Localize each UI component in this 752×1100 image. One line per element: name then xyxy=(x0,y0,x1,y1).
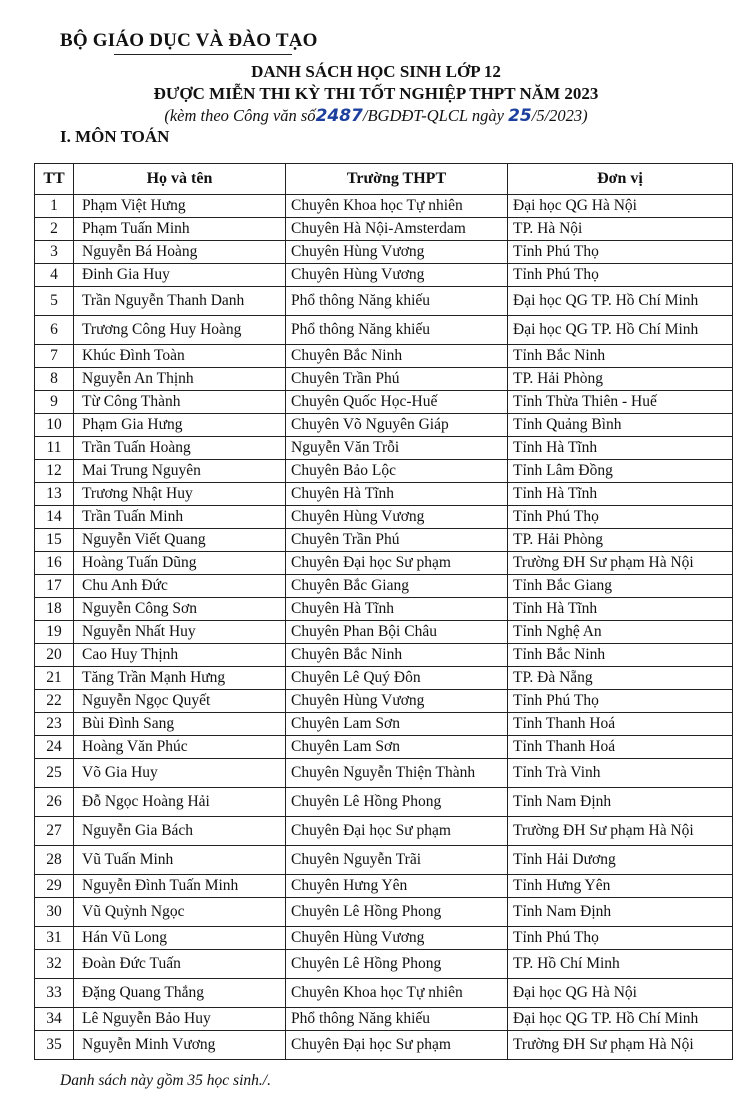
table-row xyxy=(35,759,733,788)
cell-unit: Đại học QG Hà Nội xyxy=(508,195,733,218)
cell-name: Chu Anh Đức xyxy=(74,575,286,598)
reference-middle: /BGDĐT-QLCL ngày xyxy=(362,106,504,125)
cell-unit: Tỉnh Nam Định xyxy=(508,898,733,927)
cell-name: Hoàng Tuấn Dũng xyxy=(74,552,286,575)
cell-tt: 21 xyxy=(35,667,74,690)
cell-school: Chuyên Lam Sơn xyxy=(286,713,508,736)
cell-school: Chuyên Trần Phú xyxy=(286,368,508,391)
cell-unit: Tỉnh Phú Thọ xyxy=(508,506,733,529)
table-row xyxy=(35,690,733,713)
table-row xyxy=(35,1031,733,1060)
cell-name: Vũ Quỳnh Ngọc xyxy=(74,898,286,927)
cell-unit: Tỉnh Hà Tĩnh xyxy=(508,483,733,506)
cell-school: Chuyên Võ Nguyên Giáp xyxy=(286,414,508,437)
cell-name: Phạm Gia Hưng xyxy=(74,414,286,437)
cell-name: Trương Nhật Huy xyxy=(74,483,286,506)
cell-school: Chuyên Nguyễn Trãi xyxy=(286,846,508,875)
cell-school: Chuyên Bắc Ninh xyxy=(286,644,508,667)
cell-name: Đoàn Đức Tuấn xyxy=(74,950,286,979)
table-row xyxy=(35,414,733,437)
cell-school: Chuyên Lê Hồng Phong xyxy=(286,898,508,927)
cell-name: Nguyễn Đình Tuấn Minh xyxy=(74,875,286,898)
column-header-unit: Đơn vị xyxy=(508,164,733,195)
table-row xyxy=(35,391,733,414)
cell-tt: 14 xyxy=(35,506,74,529)
cell-school: Chuyên Hùng Vương xyxy=(286,690,508,713)
cell-school: Chuyên Khoa học Tự nhiên xyxy=(286,979,508,1008)
table-row xyxy=(35,644,733,667)
cell-name: Hoàng Văn Phúc xyxy=(74,736,286,759)
cell-tt: 25 xyxy=(35,759,74,788)
cell-unit: Tỉnh Bắc Giang xyxy=(508,575,733,598)
cell-unit: TP. Đà Nẵng xyxy=(508,667,733,690)
cell-school: Chuyên Bắc Giang xyxy=(286,575,508,598)
cell-unit: Tỉnh Phú Thọ xyxy=(508,690,733,713)
cell-school: Chuyên Hà Tĩnh xyxy=(286,483,508,506)
cell-tt: 34 xyxy=(35,1008,74,1031)
cell-name: Đặng Quang Thắng xyxy=(74,979,286,1008)
cell-name: Nguyễn Viết Quang xyxy=(74,529,286,552)
cell-name: Nguyễn Công Sơn xyxy=(74,598,286,621)
cell-tt: 6 xyxy=(35,316,74,345)
ministry-name: BỘ GIÁO DỤC VÀ ĐÀO TẠO xyxy=(60,30,318,51)
cell-name: Cao Huy Thịnh xyxy=(74,644,286,667)
cell-unit: Đại học QG TP. Hồ Chí Minh xyxy=(508,287,733,316)
cell-name: Nguyễn Gia Bách xyxy=(74,817,286,846)
document-title-line1: DANH SÁCH HỌC SINH LỚP 12 xyxy=(251,62,501,81)
table-row xyxy=(35,598,733,621)
table-row xyxy=(35,979,733,1008)
table-row xyxy=(35,368,733,391)
cell-unit: Tỉnh Hà Tĩnh xyxy=(508,598,733,621)
cell-unit: Đại học QG TP. Hồ Chí Minh xyxy=(508,316,733,345)
table-row xyxy=(35,713,733,736)
cell-unit: Tỉnh Nghệ An xyxy=(508,621,733,644)
cell-school: Chuyên Lê Hồng Phong xyxy=(286,950,508,979)
reference-number-handwritten: 2487 xyxy=(315,106,363,126)
cell-name: Trần Tuấn Minh xyxy=(74,506,286,529)
column-header-name: Họ và tên xyxy=(74,164,286,195)
column-header-tt: TT xyxy=(35,164,74,195)
cell-name: Từ Công Thành xyxy=(74,391,286,414)
cell-name: Hán Vũ Long xyxy=(74,927,286,950)
table-row xyxy=(35,667,733,690)
cell-unit: Tỉnh Thừa Thiên - Huế xyxy=(508,391,733,414)
cell-name: Nguyễn Bá Hoàng xyxy=(74,241,286,264)
cell-name: Trần Tuấn Hoàng xyxy=(74,437,286,460)
cell-name: Đỗ Ngọc Hoàng Hải xyxy=(74,788,286,817)
table-row xyxy=(35,529,733,552)
cell-unit: TP. Hải Phòng xyxy=(508,529,733,552)
cell-school: Chuyên Hùng Vương xyxy=(286,506,508,529)
cell-school: Chuyên Đại học Sư phạm xyxy=(286,817,508,846)
cell-name: Vũ Tuấn Minh xyxy=(74,846,286,875)
table-row xyxy=(35,195,733,218)
section-title: I. MÔN TOÁN xyxy=(60,127,170,146)
table-row xyxy=(35,483,733,506)
table-row xyxy=(35,621,733,644)
cell-unit: TP. Hồ Chí Minh xyxy=(508,950,733,979)
cell-school: Chuyên Phan Bội Châu xyxy=(286,621,508,644)
cell-name: Trương Công Huy Hoàng xyxy=(74,316,286,345)
cell-school: Chuyên Đại học Sư phạm xyxy=(286,552,508,575)
cell-unit: Tỉnh Phú Thọ xyxy=(508,927,733,950)
cell-tt: 29 xyxy=(35,875,74,898)
table-row xyxy=(35,875,733,898)
reference-line xyxy=(0,106,752,126)
cell-school: Chuyên Hưng Yên xyxy=(286,875,508,898)
cell-unit: Tỉnh Bắc Ninh xyxy=(508,345,733,368)
cell-tt: 4 xyxy=(35,264,74,287)
cell-tt: 22 xyxy=(35,690,74,713)
table-row xyxy=(35,345,733,368)
cell-tt: 19 xyxy=(35,621,74,644)
table-row xyxy=(35,898,733,927)
table-body xyxy=(35,195,733,1060)
cell-tt: 20 xyxy=(35,644,74,667)
cell-unit: Đại học QG Hà Nội xyxy=(508,979,733,1008)
cell-tt: 26 xyxy=(35,788,74,817)
table-row xyxy=(35,264,733,287)
cell-school: Chuyên Trần Phú xyxy=(286,529,508,552)
table-header-row xyxy=(35,164,733,195)
cell-unit: Tỉnh Phú Thọ xyxy=(508,264,733,287)
cell-tt: 32 xyxy=(35,950,74,979)
cell-unit: TP. Hà Nội xyxy=(508,218,733,241)
cell-tt: 15 xyxy=(35,529,74,552)
table-row xyxy=(35,552,733,575)
cell-school: Phổ thông Năng khiếu xyxy=(286,1008,508,1031)
cell-tt: 1 xyxy=(35,195,74,218)
reference-day-handwritten: 25 xyxy=(508,106,532,126)
cell-name: Bùi Đình Sang xyxy=(74,713,286,736)
cell-unit: Tỉnh Nam Định xyxy=(508,788,733,817)
cell-tt: 11 xyxy=(35,437,74,460)
cell-school: Chuyên Nguyễn Thiện Thành xyxy=(286,759,508,788)
cell-school: Nguyễn Văn Trỗi xyxy=(286,437,508,460)
cell-unit: Trường ĐH Sư phạm Hà Nội xyxy=(508,552,733,575)
cell-unit: Tỉnh Thanh Hoá xyxy=(508,736,733,759)
cell-name: Phạm Tuấn Minh xyxy=(74,218,286,241)
table-row xyxy=(35,927,733,950)
cell-tt: 33 xyxy=(35,979,74,1008)
cell-name: Tăng Trần Mạnh Hưng xyxy=(74,667,286,690)
cell-tt: 31 xyxy=(35,927,74,950)
cell-unit: Tỉnh Hưng Yên xyxy=(508,875,733,898)
ministry-underline xyxy=(114,54,292,55)
cell-school: Phổ thông Năng khiếu xyxy=(286,287,508,316)
cell-school: Chuyên Khoa học Tự nhiên xyxy=(286,195,508,218)
table-row xyxy=(35,460,733,483)
cell-tt: 7 xyxy=(35,345,74,368)
cell-tt: 5 xyxy=(35,287,74,316)
cell-tt: 23 xyxy=(35,713,74,736)
footnote: Danh sách này gồm 35 học sinh./. xyxy=(60,1072,271,1089)
cell-name: Võ Gia Huy xyxy=(74,759,286,788)
cell-tt: 2 xyxy=(35,218,74,241)
cell-tt: 10 xyxy=(35,414,74,437)
cell-name: Lê Nguyễn Bảo Huy xyxy=(74,1008,286,1031)
cell-tt: 24 xyxy=(35,736,74,759)
table-row xyxy=(35,316,733,345)
cell-unit: Tỉnh Quảng Bình xyxy=(508,414,733,437)
table-row xyxy=(35,1008,733,1031)
column-header-school: Trường THPT xyxy=(286,164,508,195)
cell-unit: Trường ĐH Sư phạm Hà Nội xyxy=(508,817,733,846)
cell-unit: Tỉnh Trà Vinh xyxy=(508,759,733,788)
cell-name: Khúc Đình Toàn xyxy=(74,345,286,368)
cell-name: Mai Trung Nguyên xyxy=(74,460,286,483)
table-row xyxy=(35,506,733,529)
cell-name: Phạm Việt Hưng xyxy=(74,195,286,218)
cell-school: Chuyên Bảo Lộc xyxy=(286,460,508,483)
cell-name: Trần Nguyễn Thanh Danh xyxy=(74,287,286,316)
cell-tt: 30 xyxy=(35,898,74,927)
cell-unit: TP. Hải Phòng xyxy=(508,368,733,391)
cell-unit: Trường ĐH Sư phạm Hà Nội xyxy=(508,1031,733,1060)
cell-school: Chuyên Lê Hồng Phong xyxy=(286,788,508,817)
reference-suffix: /5/2023) xyxy=(531,106,588,125)
table-row xyxy=(35,575,733,598)
cell-school: Chuyên Quốc Học-Huế xyxy=(286,391,508,414)
cell-name: Nguyễn Ngọc Quyết xyxy=(74,690,286,713)
cell-unit: Tỉnh Lâm Đồng xyxy=(508,460,733,483)
cell-name: Nguyễn An Thịnh xyxy=(74,368,286,391)
cell-school: Chuyên Lê Quý Đôn xyxy=(286,667,508,690)
table-row xyxy=(35,846,733,875)
cell-unit: Tỉnh Hải Dương xyxy=(508,846,733,875)
table-row xyxy=(35,950,733,979)
table-row xyxy=(35,817,733,846)
cell-tt: 35 xyxy=(35,1031,74,1060)
cell-unit: Tỉnh Hà Tĩnh xyxy=(508,437,733,460)
cell-name: Nguyễn Minh Vương xyxy=(74,1031,286,1060)
cell-school: Chuyên Hà Nội-Amsterdam xyxy=(286,218,508,241)
cell-school: Phổ thông Năng khiếu xyxy=(286,316,508,345)
table-row xyxy=(35,241,733,264)
cell-tt: 16 xyxy=(35,552,74,575)
cell-school: Chuyên Hùng Vương xyxy=(286,927,508,950)
cell-school: Chuyên Bắc Ninh xyxy=(286,345,508,368)
cell-school: Chuyên Hùng Vương xyxy=(286,241,508,264)
table-row xyxy=(35,788,733,817)
cell-tt: 3 xyxy=(35,241,74,264)
students-table xyxy=(34,163,733,1060)
table-row xyxy=(35,218,733,241)
reference-prefix: (kèm theo Công văn số xyxy=(164,106,316,125)
cell-school: Chuyên Hà Tĩnh xyxy=(286,598,508,621)
document-title-line2: ĐƯỢC MIỄN THI KỲ THI TỐT NGHIỆP THPT NĂM 2023 xyxy=(153,84,599,103)
cell-tt: 12 xyxy=(35,460,74,483)
cell-unit: Tỉnh Bắc Ninh xyxy=(508,644,733,667)
cell-tt: 9 xyxy=(35,391,74,414)
cell-tt: 28 xyxy=(35,846,74,875)
cell-tt: 13 xyxy=(35,483,74,506)
cell-unit: Tỉnh Phú Thọ xyxy=(508,241,733,264)
table-row xyxy=(35,437,733,460)
cell-tt: 27 xyxy=(35,817,74,846)
cell-tt: 17 xyxy=(35,575,74,598)
cell-name: Đinh Gia Huy xyxy=(74,264,286,287)
cell-unit: Đại học QG TP. Hồ Chí Minh xyxy=(508,1008,733,1031)
cell-unit: Tỉnh Thanh Hoá xyxy=(508,713,733,736)
table-row xyxy=(35,736,733,759)
table-row xyxy=(35,287,733,316)
cell-school: Chuyên Đại học Sư phạm xyxy=(286,1031,508,1060)
cell-name: Nguyễn Nhất Huy xyxy=(74,621,286,644)
cell-school: Chuyên Hùng Vương xyxy=(286,264,508,287)
cell-tt: 18 xyxy=(35,598,74,621)
cell-school: Chuyên Lam Sơn xyxy=(286,736,508,759)
cell-tt: 8 xyxy=(35,368,74,391)
